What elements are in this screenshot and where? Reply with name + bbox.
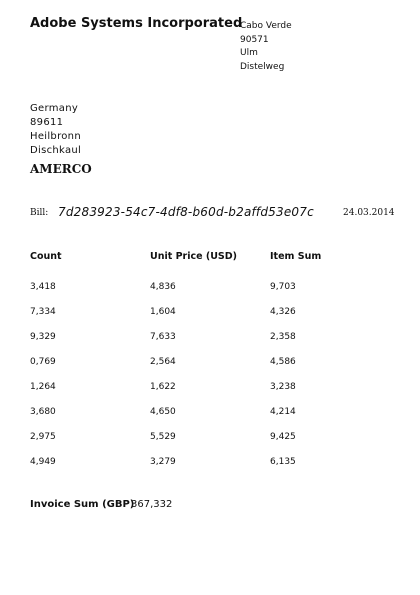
row-8-item-sum: 6,135 (270, 457, 296, 467)
row-6-item-sum: 4,214 (270, 407, 296, 417)
row-3-item-sum: 2,358 (270, 332, 296, 342)
sender-street: Distelweg (240, 61, 285, 72)
row-2-count: 7,334 (30, 307, 56, 317)
sender-address (240, 20, 292, 74)
row-7-count: 2,975 (30, 432, 56, 442)
row-3-count: 9,329 (30, 332, 56, 342)
sender-city: Ulm (240, 48, 258, 58)
bill-label: Bill: (30, 208, 49, 218)
row-1-unit-price: 4,836 (150, 282, 176, 292)
company-name: Adobe Systems Incorporated (30, 16, 243, 31)
row-4-item-sum: 4,586 (270, 357, 296, 367)
row-5-unit-price: 1,622 (150, 382, 176, 392)
row-1-count: 3,418 (30, 282, 56, 292)
sender-postcode: 90571 (240, 34, 269, 45)
row-6-count: 3,680 (30, 407, 56, 417)
sender-country: Cabo Verde (240, 21, 292, 31)
bill-id: 7d283923-54c7-4df8-b60d-b2affd53e07c (58, 205, 314, 219)
recipient-country: Germany (30, 103, 79, 114)
row-1-item-sum: 9,703 (270, 282, 296, 292)
row-4-unit-price: 2,564 (150, 357, 176, 367)
row-7-unit-price: 5,529 (150, 432, 176, 442)
row-8-unit-price: 3,279 (150, 457, 176, 467)
recipient-postcode: 89611 (30, 117, 64, 128)
recipient-address (30, 102, 81, 158)
recipient-city: Heilbronn (30, 131, 81, 142)
row-2-item-sum: 4,326 (270, 307, 296, 317)
row-7-item-sum: 9,425 (270, 432, 296, 442)
row-3-unit-price: 7,633 (150, 332, 176, 342)
client-name: AMERCO (30, 162, 92, 176)
header-count: Count (30, 251, 62, 262)
invoice-sum-label: Invoice Sum (GBP) (30, 499, 135, 510)
row-6-unit-price: 4,650 (150, 407, 176, 417)
row-8-count: 4,949 (30, 457, 56, 467)
row-4-count: 0,769 (30, 357, 56, 367)
row-2-unit-price: 1,604 (150, 307, 176, 317)
invoice-sum-value: 367,332 (131, 499, 173, 510)
row-5-item-sum: 3,238 (270, 382, 296, 392)
bill-date: 24.03.2014 (343, 208, 395, 218)
row-5-count: 1,264 (30, 382, 56, 392)
header-unit-price: Unit Price (USD) (150, 251, 237, 262)
header-item-sum: Item Sum (270, 251, 322, 262)
recipient-street: Dischkaul (30, 145, 82, 156)
